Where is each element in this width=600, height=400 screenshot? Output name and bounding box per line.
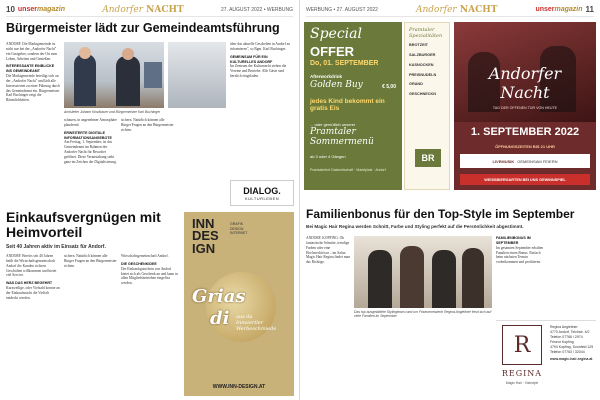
article-text: ANDORF, KOPFING. Ob fantastische Schnitte, trendige Farben oder eine Hochsteckfrisur – im Salon Magic Hair Regina findet man das Richtige.	[306, 236, 350, 265]
door	[144, 62, 162, 88]
music-label: LIVEMUSIK	[492, 158, 515, 164]
nacht-word: NACHT	[146, 4, 184, 15]
dialog-logo	[230, 180, 294, 206]
article-title: Bürgermeister lädt zur Gemeindeamtsführung	[6, 21, 280, 35]
brand-a: unser	[17, 6, 37, 13]
brand-a: unser	[535, 6, 555, 13]
regina-website[interactable]: www.magic-hair-regina.at	[550, 357, 593, 362]
logo-line: DES	[192, 228, 219, 244]
offer-special: Special	[310, 26, 362, 42]
offer-address: Pramtalerhof Gastwirtschaft · Marktplatz · Andorf	[310, 168, 386, 172]
article-text: ANDORF. Bereits seit 40 Jahren heißt die Wirtschaftsgemeinschaft Andorf die Kunden in ihren Geschäften willkommen und bietet viel Service.	[6, 254, 57, 278]
andorfer-nacht-logo	[416, 5, 497, 15]
article-title: Einkaufsvergnügen mit Heimvorteil	[6, 209, 161, 240]
regina-contact	[550, 325, 596, 362]
nacht-word: NACHT	[459, 4, 498, 15]
offer-price: € 5,00	[382, 84, 396, 90]
contact-line: Telefon 07763 / 32044	[550, 350, 585, 355]
brand-logo	[535, 6, 582, 13]
article-column	[6, 42, 60, 208]
andorfer-nacht-logo	[102, 5, 183, 15]
ad-services: GRAFIK DESIGN INTERNET	[230, 222, 248, 236]
dialog-logo-text: DIALOG.	[243, 185, 281, 196]
article-text: über das aktuelle Geschehen in Andorf zu informieren", so Bgm. Karl Buchinger.	[230, 42, 291, 51]
header-right	[535, 5, 594, 14]
offer-sommer: Pramtaler Sommermenü	[310, 127, 374, 147]
section-heading: FAMILIENBONUS IM SEPTEMBER	[496, 236, 531, 245]
logo-line: INN	[192, 216, 215, 231]
offer-sommer-sub: ab 3 oder 4 Gängen	[310, 154, 346, 159]
issue-date: 27. AUGUST 2022 • WERBUNG	[221, 6, 293, 13]
header-left	[6, 5, 65, 14]
poster-date: 1. SEPTEMBER 2022	[470, 126, 580, 138]
person-head	[79, 47, 91, 59]
section-heading: GEMEINSAM FÜR EIN KULTURELLES ANDORF	[230, 54, 273, 64]
poster-music-bar	[460, 154, 590, 168]
specialties-title: Pramtaler Spezialitäten	[409, 27, 443, 39]
article-text: Wirtschaftsgemeinschaft Andorf.	[121, 254, 169, 258]
section-heading: WAS DAS HERZ BEGEHRT	[6, 281, 53, 286]
article-column	[121, 254, 179, 394]
article-text: Am Freitag, 1. September, ist das Gemeindeamt im Rahmen der Andorfer Nacht für Besucher geöffnet. Diese Veranstaltung steht ganz im Zeichen der Digitalisierung.	[64, 140, 117, 164]
article-text: Die Marktgemeinde beteiligt sich an der „Andorfer Nacht" und lädt alle Interessierten zu einer Führung durch das Gemeindeamt ein. Bürgermeister Karl Buchinger zeigt die Räumlichkeiten.	[6, 74, 60, 103]
article-text: sichern. Natürlich können alle Bürger Fragen an den Bürgermeister richten.	[121, 118, 174, 132]
brand-b: magazin	[36, 6, 65, 13]
contact-line: Regina Angleitner	[550, 325, 578, 329]
page-number: 11	[585, 5, 594, 14]
article-column	[306, 236, 350, 360]
regina-logo-sub: Magic Hair · Hairstyle	[505, 381, 539, 385]
salon-team-photo	[354, 236, 492, 308]
specialty-item: BROTZEIT	[409, 43, 428, 47]
page-header	[6, 3, 293, 17]
contact-line: 4770 Andorf, Teichstr. 4/2	[550, 330, 590, 335]
article-subtitle: Seit 40 Jahren aktiv im Einsatz für Andorf.	[6, 244, 106, 250]
offer-heading: OFFER	[310, 44, 355, 59]
poster-hours: ÖFFNUNGSZEITEN BIS 21 UHR	[495, 144, 555, 149]
offer-date: Do, 01. SEPTEMBER	[310, 60, 379, 67]
contact-line: 4794 Kopfing, Sonnfeld 125	[550, 345, 594, 350]
poster-script-a: Andorfer	[488, 64, 562, 83]
issue-date: WERBUNG • 27. AUGUST 2022	[306, 6, 378, 13]
specialty-item: PREISNUDELN	[409, 72, 437, 77]
slogan-word: di	[210, 308, 230, 329]
ad-slogan-main	[192, 286, 246, 307]
regina-ad	[496, 320, 596, 396]
section-heading: INTERESSANTE EINBLICKE INS GEMEINDEAMT	[6, 64, 55, 74]
article-text: Der Einkaufsgutschein von Andorf bietet sich als Geschenk an und kann in allen Mitgliedsbetrieben eingelöst werden.	[121, 266, 178, 286]
person-head	[122, 48, 134, 60]
logo-line: IGN	[192, 240, 216, 256]
specialty-item: GRAND GESCHNECKN	[409, 82, 437, 97]
andorfer-nacht-poster	[454, 22, 596, 190]
regina-logo-mark: R	[502, 325, 542, 365]
brand-b: magazin	[554, 6, 583, 13]
article-text: schauen, in angenehmer Atmosphäre plaudernd.	[64, 118, 117, 127]
article-title: Familienbonus für den Top-Style im September	[306, 207, 575, 221]
brand-logo	[18, 6, 65, 13]
contact-line: Telefon 07766 / 2974	[550, 335, 583, 340]
poster-script-b: Nacht	[500, 83, 550, 102]
office-photo	[168, 42, 226, 108]
specialties-list	[409, 41, 449, 100]
person-figure	[74, 54, 96, 106]
article-text: Im gesamten September erhalten Familien einen Bonus. Einfach beim nächsten Termin vorbeikommen und profitieren.	[496, 245, 544, 265]
article-text: Im Zentrum der Kulturnacht stehen die Vereine und Betriebe. Alle Gäste sind herzlich eingeladen.	[230, 64, 287, 79]
page-header	[306, 3, 594, 17]
slogan-word: Grias	[192, 286, 246, 307]
article-column	[6, 254, 60, 394]
regina-logo-name: REGINA	[501, 369, 543, 378]
specialties-box	[404, 22, 450, 190]
article-text: sichern. Natürlich können alle Bürger Fragen an den Bürgermeister richten.	[64, 254, 117, 268]
specialty-item: KASNOCKEN	[409, 62, 434, 67]
slogan-line: Werbeschmiede	[236, 326, 277, 332]
slogan-line: aus da	[236, 314, 253, 320]
inn-design-ad	[184, 212, 294, 396]
dialog-logo-sub: KULTURLEBEN	[244, 195, 280, 201]
offer-sommer-pre: ... oder gemütlich unserer	[310, 122, 356, 127]
page-number: 10	[6, 5, 15, 14]
mayor-photo	[64, 42, 164, 108]
photo-caption: Das top ausgebildete Stylingteam rund um Friseurmeisterin Regina Angleitner freut sich auf viele Familien im September	[354, 310, 492, 318]
br-logo: BR	[415, 149, 441, 167]
person-figure	[116, 56, 140, 106]
poster-bottom-bar: WEISSBIERGARTEN BEI UNS GEWINNSPIEL	[460, 174, 590, 185]
music-text: GEMEINSAM FEIERN	[517, 158, 558, 164]
person-figure	[368, 250, 392, 308]
section-heading: DIE GESCHENKIDEE	[121, 261, 157, 266]
specialty-item: SALZBURGER	[409, 52, 436, 57]
offer-free-icecream: jedes Kind bekommt ein gratis Eis	[310, 98, 385, 113]
article-column	[64, 118, 118, 208]
photo-caption: Amtsleiter Johann Kinzlbauer und Bürgermeister Karl Buchinger	[64, 110, 161, 114]
ad-url[interactable]: WWW.INN-DESIGN.AT	[212, 384, 266, 390]
special-offer-ad	[304, 22, 402, 190]
ad-slogan-sub	[236, 314, 276, 332]
article-column	[64, 254, 118, 394]
offer-drink: Golden Buy	[310, 80, 363, 90]
slogan-line: Innviertler	[236, 320, 264, 326]
section-heading: ERWEITERTE DIGITALE INFORMATIONSANGEBOTE	[64, 130, 112, 140]
article-column	[230, 42, 294, 172]
article-column	[121, 118, 175, 208]
person-figure	[400, 246, 424, 308]
inn-design-logo	[192, 218, 219, 255]
nacht-prefix: Andorfer	[415, 4, 457, 15]
article-text: ANDORF. Die Marktgemeinde ist nicht nur bei der „Andorfer Nacht" ein Gastgeber, sondern der Ort zum Leben, Arbeiten und Genießen.	[6, 42, 58, 61]
person-figure	[462, 248, 484, 308]
article-text: Kurzweilige, oder Vielzahl konnte an der Einkaufsnacht die Vielfalt entdeckt werden.	[6, 286, 60, 300]
right-page	[300, 0, 600, 400]
nacht-prefix: Andorfer	[102, 4, 144, 15]
poster-sub: TAG DER OFFENEN TÜR VON HEUTE	[492, 106, 558, 110]
contact-line: Friseur Kopfing	[550, 340, 574, 345]
offer-drink-label: Afterworkdrink	[310, 74, 343, 79]
person-figure	[432, 250, 456, 308]
article-subtitle: Bei Magic Hair Regina werden Schnitt, Farbe und Styling perfekt auf die Persönlichkeit abgestimmt.	[306, 224, 524, 229]
poster-script	[454, 64, 596, 102]
